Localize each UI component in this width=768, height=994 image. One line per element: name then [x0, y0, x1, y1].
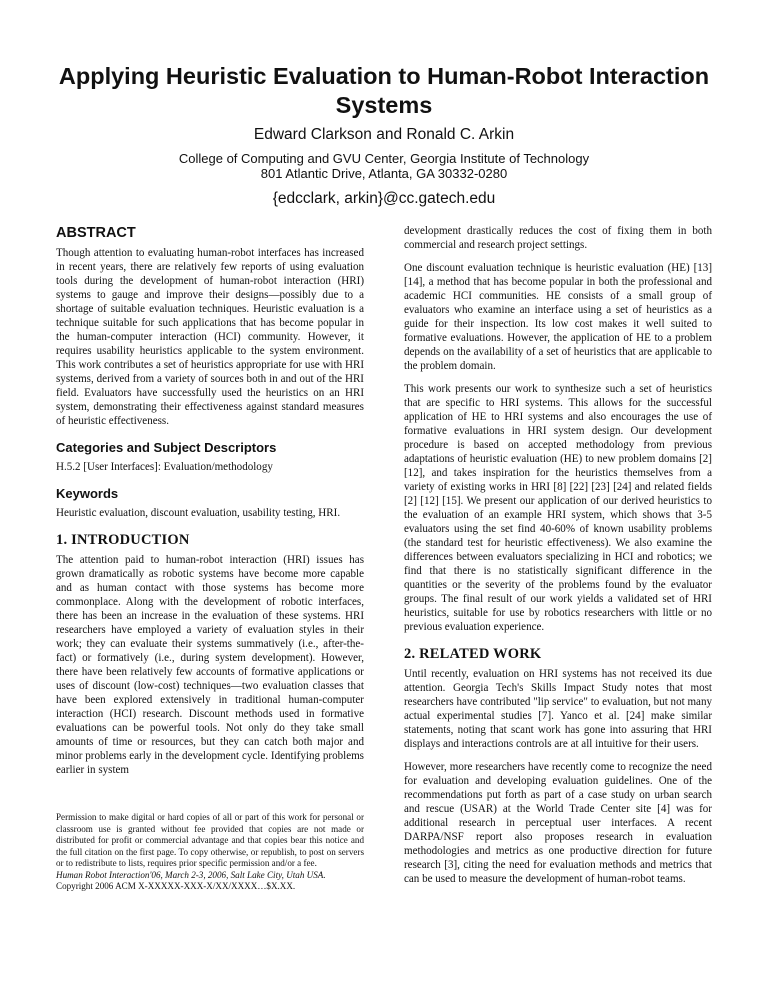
introduction-heading: 1. INTRODUCTION — [56, 532, 190, 548]
categories-text: H.5.2 [User Interfaces]: Evaluation/methodology — [56, 461, 273, 473]
right-paragraph-3: This work presents our work to synthesize such a set of heuristics that are specific to HRI systems. This allows for the successful application of HE to HRI systems and also encourages the use of formative evaluations in HRI system design. Our development procedure is based on accepted methodology from previous adaptations of heuristic evaluation (HE) to new problem domains [2] [12], and takes inspiration for the heuristics themselves from a variety of existing works in HRI [8] [22] [23] [24] and related fields [2] [12] [15]. We present our application of our derived heuristics to the evaluation of an example HRI system, which shows that 3-5 evaluators using the set find 40-60% of known usability problems (the standard test for heuristic effectiveness). We also examine the differences between evaluators specializing in HCI and robotics; we find that there is no statistically significant difference in the quantities or the severity of the problems found by the evaluator groups. The final result of our work yields a validated set of HRI heuristics, suitable for use by robotics researchers with little or no previous evaluation experience. — [404, 383, 712, 633]
related-work-paragraph-1: Until recently, evaluation on HRI systems has not received its due attention. Georgia Tech's Skills Impact Study notes that most researchers have contributed "lip service" to evaluation, but not many actual experimental studies [7]. Yanco et al. [24] make similar statements, noting that scant work has gone into assuring that HRI displays and interactions controls are at all intuitive for their users. — [404, 668, 712, 750]
abstract-heading: ABSTRACT — [56, 225, 136, 241]
paper-title: Applying Heuristic Evaluation to Human-Robot Interaction Systems — [58, 63, 710, 118]
right-column — [404, 224, 712, 895]
related-work-heading: 2. RELATED WORK — [404, 646, 542, 662]
author-names: Edward Clarkson and Ronald C. Arkin — [253, 126, 515, 143]
affiliation — [40, 151, 728, 181]
keywords-heading: Keywords — [56, 486, 119, 501]
abstract-text: Though attention to evaluating human-robot interfaces has increased in recent years, there are relatively few reports of using evaluation tools during the development of human-robot interaction (HRI) systems to gauge and improve their designs—possibly due to a shortage of suitable evaluation techniques. Heuristic evaluation is a technique suitable for such applications that has become popular in the human-computer interaction (HCI) community. However, it requires usability heuristics applicable to the system environment. This work contributes a set of heuristics appropriate for use with HRI systems, derived from a variety of sources both in and out of the HRI field. Evaluators have successfully used the heuristics on an HRI system, demonstrating their effectiveness against standard measures of heuristic effectiveness. — [56, 247, 364, 427]
right-paragraph-2: One discount evaluation technique is heuristic evaluation (HE) [13] [14], a method that has become popular in both the professional and academic HCI communities. HE consists of a small group of evaluators who examine an interface using a set of heuristics as a guide for their inspection. Its low cost makes it well suited to formative evaluations. However, the application of HE to a problem depends on the availability of a set of heuristics that are applicable to the problem domain. — [404, 262, 712, 372]
affiliation-line-2: 801 Atlantic Drive, Atlanta, GA 30332-0280 — [260, 166, 508, 181]
author-email: {edcclark, arkin}@cc.gatech.edu — [272, 190, 496, 207]
permission-notice: Permission to make digital or hard copies of all or part of this work for personal or classroom use is granted without fee provided that copies are not made or distributed for profit or commercial advantage and that copies bear this notice and the full citation on the first page. To copy otherwise, or republish, to post on servers or to redistribute to lists, requires prior specific permission and/or a fee. — [56, 812, 364, 868]
introduction-text: The attention paid to human-robot interaction (HRI) issues has grown dramatically as robotic systems have become more capable and as human contact with those systems has become more commonplace. Along with the development of robotic interfaces, there has been an increase in the evaluation of these systems. HRI researchers have employed a variety of evaluation styles in their work; they can evaluate their systems summatively (i.e., after-the-fact) or formatively (i.e., during system development). However, there have been relatively few accounts of formative applications or uses of discount (low-cost) techniques—two evaluation classes that have been explored extensively in traditional human-computer interaction (HCI) research. Discount methods used in formative evaluations can be powerful tools. Not only do they take small amounts of time or resources, but they can catch both major and minor problems early in the development cycle. Identifying problems earlier in system — [56, 554, 364, 776]
copyright-notice: Copyright 2006 ACM X-XXXXX-XXX-X/XX/XXXX…$X.XX. — [56, 881, 296, 891]
permission-block — [56, 812, 364, 893]
affiliation-line-1: College of Computing and GVU Center, Georgia Institute of Technology — [178, 151, 590, 166]
right-paragraph-1: development drastically reduces the cost of fixing them in both commercial and research project settings. — [404, 225, 712, 251]
keywords-text: Heuristic evaluation, discount evaluation, usability testing, HRI. — [56, 507, 341, 519]
conference-name: Human Robot Interaction'06, March 2-3, 2006, Salt Lake City, Utah USA. — [56, 869, 326, 880]
conference-info — [56, 870, 364, 882]
categories-heading: Categories and Subject Descriptors — [56, 440, 277, 455]
related-work-paragraph-2: However, more researchers have recently come to recognize the need for evaluation and developing evaluation guidelines. One of the recommendations put forth as part of a case study on urban search and rescue (USAR) at the World Trade Center site [4] was for additional research in perceptual user interfaces. A recent DARPA/NSF report also proposes research in evaluation methodologies and metrics as one productive direction for future research [3], citing the need for evaluation methods and metrics that can be used to measure the development of human-robot teams. — [404, 761, 712, 885]
left-column — [56, 225, 364, 786]
